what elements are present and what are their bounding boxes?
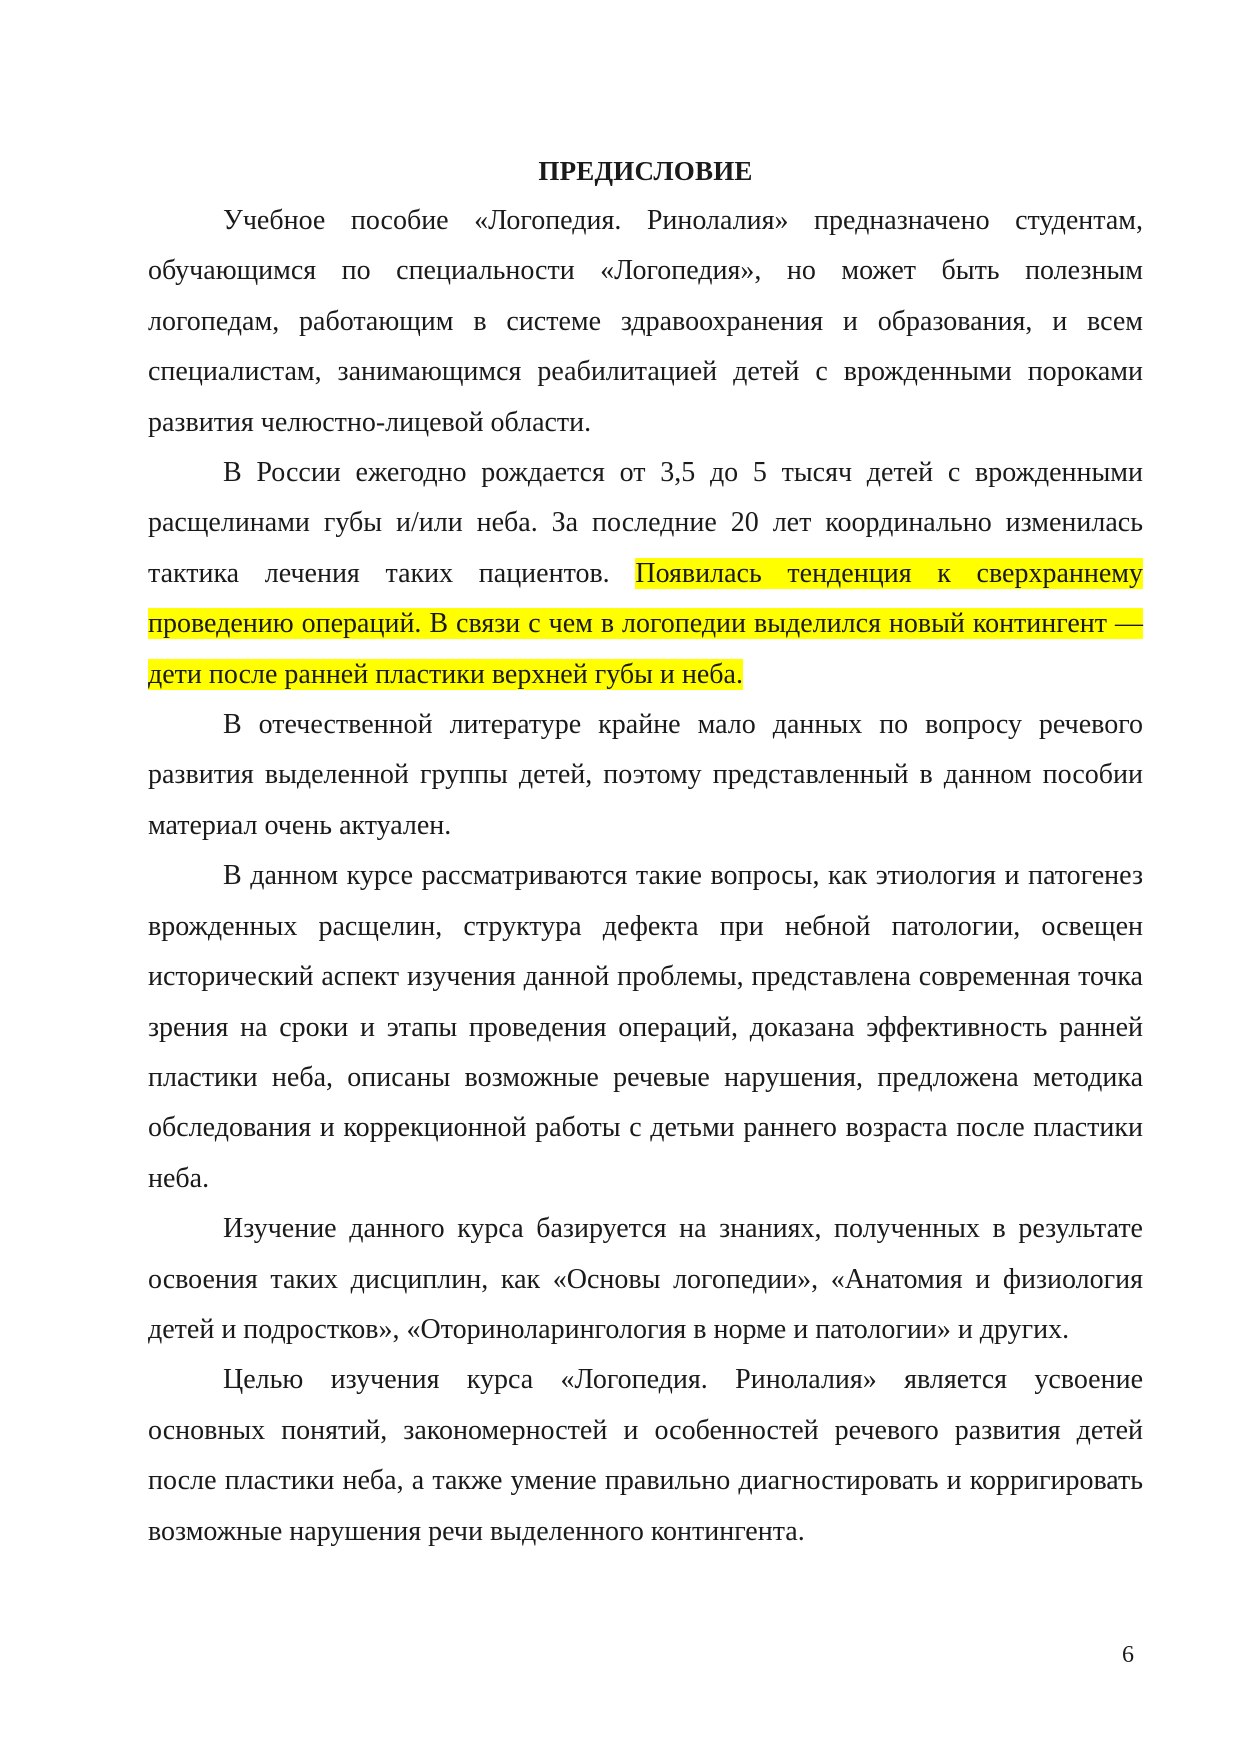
- highlighted-text: Появилась тенденция к сверхраннему проведению операций. В связи с чем в логопедии выделился новый контингент — дети после ранней пластики верхней губы и неба.: [148, 557, 1143, 690]
- paragraph-purpose: Учебное пособие «Логопедия. Ринолалия» предназначено студентам, обучающимся по специальности «Логопедия», но может быть полезным логопедам, работающим в системе здравоохранения и образования, и всем специалистам, занимающимся реабилитацией детей с врожденными пороками развития челюстно-лицевой области.: [148, 205, 1143, 438]
- page-number: 6: [1122, 1642, 1134, 1668]
- paragraph-statistics: [148, 448, 1143, 700]
- paragraph-goal: Целью изучения курса «Логопедия. Ринолалия» является усвоение основных понятий, закономерностей и особенностей речевого развития детей после пластики неба, а также умение правильно диагностировать и корригировать возможные нарушения речи выделенного контингента.: [148, 1364, 1143, 1547]
- paragraph-literature: В отечественной литературе крайне мало данных по вопросу речевого развития выделенной группы детей, поэтому представленный в данном пособии материал очень актуален.: [148, 709, 1143, 841]
- paragraph-course-topics: В данном курсе рассматриваются такие вопросы, как этиология и патогенез врожденных расщелин, структура дефекта при небной патологии, освещен исторический аспект изучения данной проблемы, представлена современная точка зрения на сроки и этапы проведения операций, доказана эффективность ранней пластики неба, описаны возможные речевые нарушения, предложена методика обследования и коррекционной работы с детьми раннего возраста после пластики неба.: [148, 860, 1143, 1194]
- paragraph-statistics-text: В России ежегодно рождается от 3,5 до 5 тысяч детей с врожденными расщелинами губы и/или неба. За последние 20 лет координально изменилась тактика лечения таких пациентов.: [148, 457, 1143, 589]
- page-title: ПРЕДИСЛОВИЕ: [538, 156, 753, 186]
- page-body: [148, 146, 1143, 1557]
- paragraph-prerequisites: Изучение данного курса базируется на знаниях, полученных в результате освоения таких дисциплин, как «Основы логопедии», «Анатомия и физиология детей и подростков», «Оториноларингология в норме и патологии» и других.: [148, 1213, 1143, 1345]
